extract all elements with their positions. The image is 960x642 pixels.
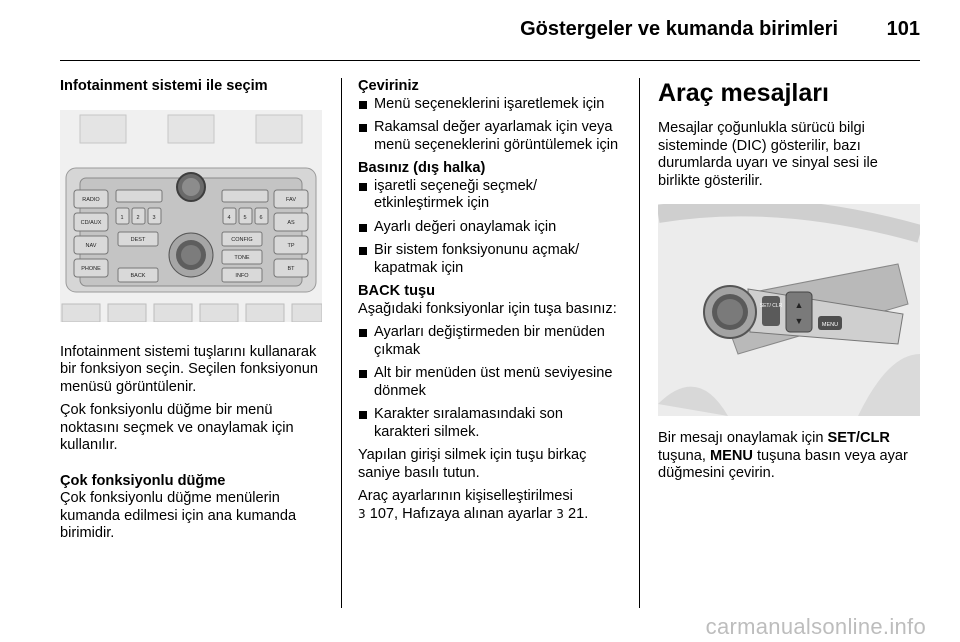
- arrow-up-icon: ▲: [794, 300, 804, 310]
- panel-label-4: 4: [227, 214, 231, 221]
- watermark: carmanualsonline.info: [705, 614, 926, 639]
- bullet-item: Ayarlı değeri onaylamak için: [358, 219, 620, 237]
- panel-label-1: 1: [120, 214, 124, 221]
- cross-reference-icon: 3: [556, 506, 564, 521]
- panel-label-bt: BT: [287, 265, 295, 272]
- cross-reference-link[interactable]: 21.: [568, 505, 589, 522]
- panel-label-2: 2: [136, 214, 140, 221]
- panel-label-radio: RADIO: [82, 196, 100, 203]
- personalization-text: Araç ayarlarının kişiselleştirilmesi: [358, 488, 573, 504]
- page-number: 101: [886, 18, 920, 40]
- bullet-item: Ayarları değiştirmeden bir menüden çıkmak: [358, 324, 620, 359]
- bullet-item: Bir sistem fonksiyonunu açmak/ kapatmak için: [358, 242, 620, 277]
- cross-reference-icon: 3: [358, 506, 366, 521]
- confirm-text: tuşuna,: [658, 447, 710, 464]
- panel-label-back: BACK: [130, 272, 146, 279]
- sub-heading-press: Basınız (dış halka): [358, 160, 486, 176]
- bullet-item: Rakamsal değer ayarlamak için veya menü seçeneklerini görüntülemek için: [358, 119, 620, 154]
- paragraph-knob-main-control: Çok fonksiyonlu düğme menülerin kumanda edilmesi için ana kumanda birimidir.: [60, 490, 297, 541]
- paragraph-delete-entry: Yapılan girişi silmek için tuşu birkaç saniye basılı tutun.: [358, 447, 587, 481]
- panel-label-tone: TONE: [234, 254, 250, 261]
- paragraph-select-function: Infotainment sistemi tuşlarını kullanarak bir fonksiyon seçin. Seçilen fonksiyonun menüsü görüntülenir.: [60, 343, 318, 395]
- panel-label-tp: TP: [287, 242, 295, 249]
- turn-signal-stalk-image: [658, 204, 920, 416]
- infotainment-panel-image: [60, 110, 322, 322]
- panel-label-3: 3: [152, 214, 156, 221]
- stalk-illustration: [658, 204, 920, 416]
- panel-label-cdaux: CD/AUX: [80, 219, 102, 226]
- bullet-item: Karakter sıralamasındaki son karakteri silmek.: [358, 406, 620, 441]
- panel-label-dest: DEST: [130, 236, 146, 243]
- header-title: Göstergeler ve kumanda birimleri: [520, 18, 838, 40]
- panel-label-5: 5: [243, 214, 247, 221]
- panel-label-as: AS: [287, 219, 295, 226]
- paragraph-personalization: [358, 488, 620, 523]
- paragraph-messages-intro: Mesajlar çoğunlukla sürücü bilgi sisteminde (DIC) gösterilir, bazı durumlarda uyarı ve sinyal sesi ile birlikte gösterilir.: [658, 120, 878, 189]
- paragraph-confirm-message: [658, 430, 920, 483]
- set-clr-label: SET/ CLR: [759, 303, 783, 309]
- column-divider-right: [639, 78, 640, 608]
- paragraph-back-intro: Aşağıdaki fonksiyonlar için tuşa basınız:: [358, 300, 617, 317]
- panel-label-nav: NAV: [85, 242, 97, 249]
- column-1: [60, 78, 325, 543]
- confirm-text: tuşuna basın veya ayar düğmesini çevirin.: [658, 447, 908, 481]
- panel-label-config: CONFIG: [231, 236, 253, 243]
- cross-reference-link[interactable]: 107, Hafızaya alınan ayarlar: [369, 505, 553, 522]
- section-title-vehicle-messages: Araç mesajları: [658, 79, 829, 107]
- bullet-item: Alt bir menüden üst menü seviyesine dönmek: [358, 365, 620, 400]
- menu-label: MENU: [821, 322, 839, 328]
- arrow-down-icon: ▼: [794, 316, 804, 326]
- panel-label-phone: PHONE: [81, 265, 101, 272]
- bullet-item: Menü seçeneklerini işaretlemek için: [358, 96, 620, 114]
- sub-heading-turn: Çeviriniz: [358, 78, 419, 94]
- bullet-item: işaretli seçeneği seçmek/ etkinleştirmek için: [358, 178, 620, 213]
- menu-button-label: MENU: [709, 447, 753, 464]
- column-divider-left: [341, 78, 342, 608]
- column-3: [658, 78, 920, 483]
- panel-label-info: INFO: [235, 272, 249, 279]
- paragraph-knob-usage: Çok fonksiyonlu düğme bir menü noktasını seçmek ve onaylamak için kullanılır.: [60, 402, 294, 453]
- column-2: [358, 78, 620, 523]
- sub-heading-multifunction-knob: Çok fonksiyonlu düğme: [60, 472, 226, 489]
- set-clr-button: [762, 296, 780, 326]
- section-heading-selection: Infotainment sistemi ile seçim: [60, 78, 268, 94]
- infotainment-panel-illustration: [60, 110, 322, 322]
- panel-label-fav: FAV: [286, 196, 296, 203]
- sub-heading-back-button: BACK tuşu: [358, 283, 436, 299]
- confirm-text: Bir mesajı onaylamak için: [658, 430, 828, 446]
- page-header: [60, 0, 920, 61]
- set-clr-button-label: SET/CLR: [827, 430, 890, 446]
- panel-label-6: 6: [259, 214, 263, 221]
